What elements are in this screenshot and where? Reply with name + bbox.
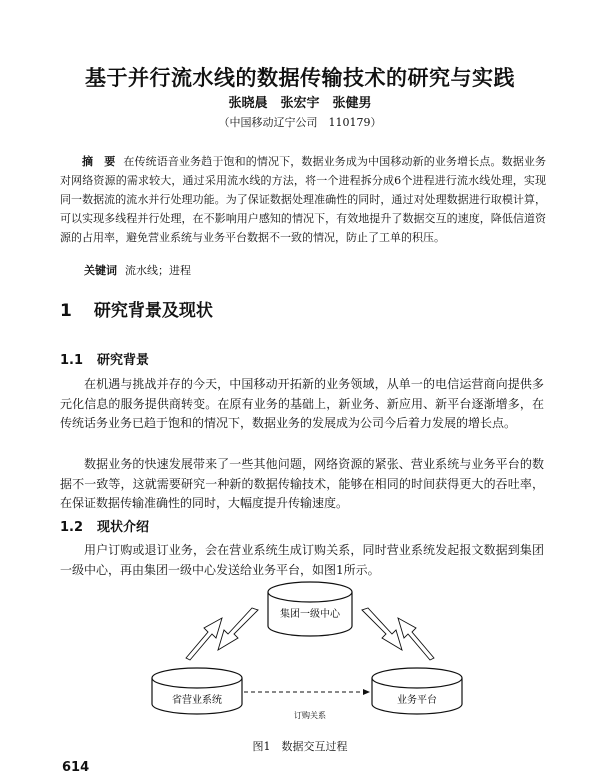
node-center-label: 集团一级中心 <box>280 609 340 620</box>
section-1-title: 研究背景及现状 <box>93 301 213 321</box>
keywords <box>84 262 191 278</box>
page-number: 614 <box>62 760 90 775</box>
abstract-text: 在传统语音业务趋于饱和的情况下，数据业务成为中国移动新的业务增长点。数据业务对网络资源的需求较大，通过采用流水线的方法，将一个进程拆分成6个进程进行流水线处理，实现同一数据流的流水并行处理功能。为了保证数据处理准确性的同时，通过对处理数据进行取模计算，可以实现多线程并行处理，在不影响用户感知的情况下，有效地提升了数据交互的速度，降低信道资源的占用率，避免营业系统与业务平台数据不一致的情况，防止了工单的积压。 <box>60 155 546 244</box>
authors: 张晓晨 张宏宇 张健男 <box>228 96 372 111</box>
arrow-center-to-left <box>218 608 258 650</box>
section-1-2-heading <box>60 516 149 535</box>
cylinder-left <box>152 668 242 714</box>
paragraph: 用户订购或退订业务，会在营业系统生成订购关系，同时营业系统发起报文数据到集团一级中心，再由集团一级中心发送给业务平台，如图1所示。 <box>60 543 544 577</box>
cylinder-right <box>372 668 462 714</box>
section-1-1-number: 1.1 <box>60 353 84 368</box>
paper-title: 基于并行流水线的数据传输技术的研究与实践 <box>85 66 515 90</box>
section-1-2-title: 现状介绍 <box>97 520 150 535</box>
section-1-heading <box>60 296 213 321</box>
edge-label: 订购关系 <box>294 711 326 720</box>
section-1-1-heading <box>60 349 149 368</box>
abstract <box>60 152 546 247</box>
arrow-left-to-center <box>186 618 222 660</box>
figure-caption: 图1 数据交互过程 <box>252 740 348 753</box>
keywords-text: 流水线；进程 <box>125 264 191 277</box>
section-1-2-number: 1.2 <box>60 520 84 535</box>
order-relation-arrowhead <box>363 689 370 695</box>
abstract-label: 摘 要 <box>82 155 116 168</box>
affiliation: （中国移动辽宁公司 110179） <box>218 116 382 129</box>
data-exchange-diagram <box>150 570 470 730</box>
paragraph: 在机遇与挑战并存的今天，中国移动开拓新的业务领域，从单一的电信运营商向提供多元化信息的服务提供商转变。在原有业务的基础上，新业务、新应用、新平台逐渐增多，在传统话务业务已趋于饱和的情况下，数据业务的发展成为公司今后着力发展的增长点。 <box>60 377 544 430</box>
node-left-label: 省营业系统 <box>172 695 222 706</box>
arrow-right-to-center <box>398 618 434 660</box>
node-right-label: 业务平台 <box>397 695 437 706</box>
keywords-label: 关键词 <box>84 264 117 277</box>
arrow-center-to-right <box>362 608 402 650</box>
section-1-1-title: 研究背景 <box>97 353 150 368</box>
section-1-number: 1 <box>60 301 72 321</box>
paragraph: 数据业务的快速发展带来了一些其他问题，网络资源的紧张、营业系统与业务平台的数据不一致等，这就需要研究一种新的数据传输技术，能够在相同的时间获得更大的吞吐率，在保证数据传输准确性的同时，大幅度提升传输速度。 <box>60 457 544 510</box>
